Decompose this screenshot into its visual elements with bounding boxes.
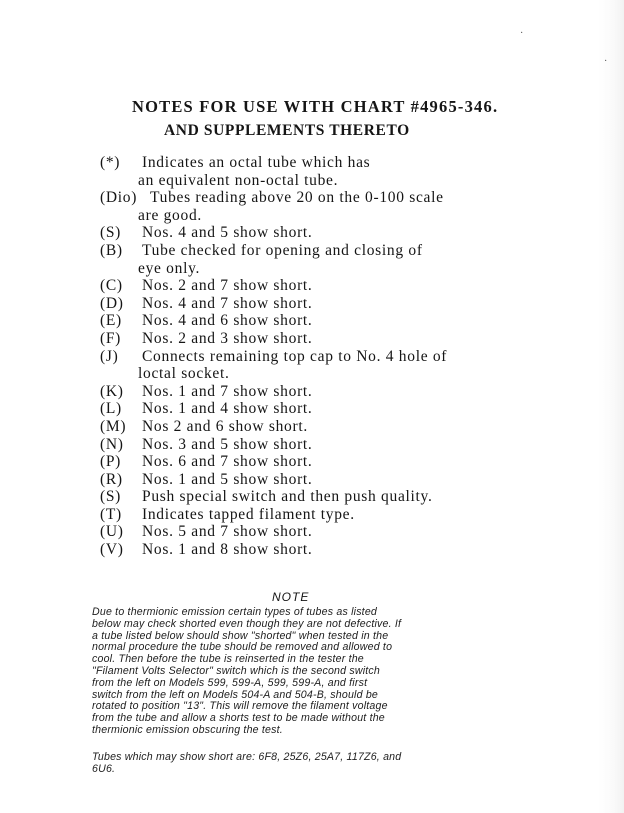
tubes-line: 6U6. [92,762,116,775]
entry-code: (S) [100,224,122,242]
entry-text: Nos. 1 and 5 show short. [142,470,313,488]
list-item [100,453,530,471]
note-line: switch from the left on Models 504-A and 504-B, should be [92,688,379,701]
entry-code: (K) [100,382,124,400]
entry-code: (L) [100,400,122,418]
entry-code: (Dio) [100,189,138,207]
entry-code: (E) [100,312,122,330]
note-line: from the left on Models 599, 599-A, 599, 599-A, and first [92,676,368,689]
document-title: NOTES FOR USE WITH CHART #4965-346. [132,97,499,116]
entry-text: Nos. 2 and 7 show short. [142,277,313,295]
tubes-list [92,752,532,776]
entry-text-continued: are good. [138,206,202,224]
entry-code: (U) [100,523,124,541]
note-line: from the tube and allow a shorts test to be made without the [92,712,385,725]
list-item [100,506,530,524]
note-heading: NOTE [272,590,310,604]
list-item [100,418,530,436]
note-line: "Filament Volts Selector" switch which is the second switch [92,664,380,677]
list-item [100,242,530,277]
list-item [100,277,530,295]
list-item [100,154,530,189]
entry-code: (*) [100,154,121,171]
entry-text: Nos 2 and 6 show short. [142,417,308,435]
entry-code: (F) [100,329,122,347]
list-item [100,295,530,313]
entry-text: Nos. 4 and 7 show short. [142,294,313,312]
document-subtitle: AND SUPPLEMENTS THERETO [164,122,410,139]
entry-text: Nos. 4 and 5 show short. [142,224,313,242]
entry-text: Nos. 5 and 7 show short. [142,523,313,541]
note-line: cool. Then before the tube is reinserted in the tester the [92,653,364,666]
entry-text: Nos. 6 and 7 show short. [142,453,313,471]
list-item [100,189,530,224]
list-item [100,330,530,348]
note-line: below may check shorted even though they are not defective. If [92,617,402,630]
entry-text: Connects remaining top cap to No. 4 hole of [142,347,448,365]
list-item [100,523,530,541]
entry-code: (V) [100,541,124,559]
entry-text: Indicates tapped filament type. [142,505,355,523]
entry-code: (S) [100,488,122,506]
entry-code: (J) [100,347,119,365]
entry-code: (P) [100,453,122,471]
list-item [100,488,530,506]
entry-text: Nos. 1 and 4 show short. [142,400,313,418]
entry-text: Nos. 1 and 7 show short. [142,382,313,400]
entry-text: Indicates an octal tube which has [142,154,371,171]
entry-code: (R) [100,470,123,488]
note-line: a tube listed below should show "shorted" when tested in the [92,629,389,642]
entry-text: Push special switch and then push quality. [142,488,433,506]
page-edge-shading [598,0,624,813]
list-item [100,436,530,454]
entry-code: (T) [100,505,122,523]
scan-speck: · [520,28,524,39]
list-item [100,471,530,489]
note-paragraph [92,607,532,737]
entry-text: Tube checked for opening and closing of [142,241,423,259]
scan-speck: · [604,56,608,67]
entry-text: Nos. 4 and 6 show short. [142,312,313,330]
note-line: thermionic emission obscuring the test. [92,723,283,736]
entry-code: (C) [100,277,123,295]
note-line: rotated to position "13". This will remove the filament voltage [92,700,388,713]
notes-list [100,154,530,559]
entry-code: (D) [100,294,124,312]
note-line: normal procedure the tube should be removed and allowed to [92,641,393,654]
entry-code: (M) [100,417,127,435]
entry-code: (B) [100,241,123,259]
entry-text-continued: an equivalent non-octal tube. [138,171,339,189]
entry-text: Nos. 3 and 5 show short. [142,435,313,453]
tubes-line: Tubes which may show short are: 6F8, 25Z6, 25A7, 117Z6, and [92,751,402,763]
list-item [100,400,530,418]
list-item [100,312,530,330]
entry-text: Nos. 2 and 3 show short. [142,329,313,347]
entry-text-continued: eye only. [138,259,201,277]
list-item [100,348,530,383]
entry-text-continued: loctal socket. [138,365,230,383]
list-item [100,383,530,401]
entry-text: Nos. 1 and 8 show short. [142,541,313,559]
entry-code: (N) [100,435,124,453]
note-line: Due to thermionic emission certain types of tubes as listed [92,606,378,618]
entry-text: Tubes reading above 20 on the 0-100 scale [150,189,444,207]
list-item [100,541,530,559]
list-item [100,224,530,242]
